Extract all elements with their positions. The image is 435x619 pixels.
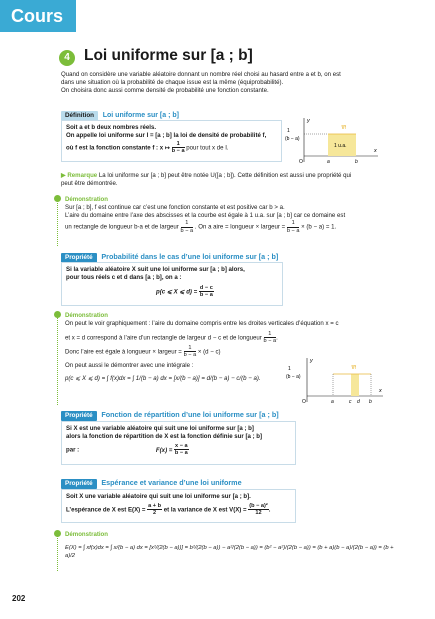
formula-text: et la variance de X est V(X) = (163, 506, 247, 514)
property-2-box (61, 421, 296, 465)
remarque-line: peut être démontrée. (61, 180, 118, 188)
fraction-numerator: 1 (184, 345, 197, 352)
remarque-line (61, 172, 396, 180)
y-label-num: 1 (287, 128, 290, 134)
fraction-numerator: 1 (264, 331, 277, 338)
demonstration-1 (57, 196, 393, 246)
demo-line: L’aire du domaine entre l’axe des abscisses et la courbe est égale à 1 u.a. sur [a ; b] car ce domaine est (65, 212, 346, 220)
demo-text: × (b − a) = 1. (301, 223, 337, 231)
formula-text: p(c ⩽ X ⩽ d) = (156, 288, 198, 296)
property-3-heading (61, 478, 242, 489)
demo-line (65, 220, 393, 234)
formula-text: F(x) = (155, 446, 173, 454)
property-2-heading (61, 410, 279, 421)
d-label: d (357, 399, 360, 405)
fraction-denominator: b − a (183, 352, 197, 359)
property-title: Espérance et variance d’une loi uniforme (101, 478, 242, 487)
demo-bullet (54, 195, 61, 202)
demonstration-3 (57, 531, 393, 571)
fraction-denominator: 2 (153, 510, 157, 517)
fraction-denominator: b − a (199, 292, 213, 299)
property-tag: Propriété (61, 479, 97, 489)
fraction-denominator: b − a (263, 338, 277, 345)
demo-integral: p(c ⩽ X ⩽ d) = ∫ f(x)dx = ∫ 1/(b − a) dx = [x/(b − a)] = d/(b − a) − c/(b − a). (65, 374, 261, 382)
property-3-box (61, 489, 296, 523)
demo-line: Sur [a ; b], f est continue car c’est une fonction constante et est positive car b > a. (65, 204, 285, 212)
demo-text: × (d − c) (197, 348, 221, 356)
c-label: c (349, 399, 352, 405)
intro-line: On choisira donc aussi comme densité de probabilité une fonction constante. (61, 87, 269, 95)
b-label: b (369, 399, 372, 405)
fraction-numerator: a + b (148, 503, 162, 510)
property-line: Soit X une variable aléatoire qui suit une loi uniforme sur [a ; b]. (66, 493, 251, 500)
curve-label: 𝒞f (341, 125, 347, 131)
demo-line: On peut le voir graphiquement : l’aire du domaine compris entre les droites verticales d’équation x = c (65, 320, 339, 328)
fraction-denominator: b − a (174, 450, 188, 457)
intro-line: Quand on considère une variable aléatoire donnant un nombre réel choisi au hasard entre a et b, on est (61, 71, 341, 78)
a-label: a (331, 399, 334, 405)
property-formula (66, 443, 291, 457)
demo-line (65, 331, 393, 345)
b-label: b (355, 159, 358, 165)
demo-fraction (181, 220, 194, 234)
fraction-denominator: 12 (255, 510, 262, 517)
variance-fraction (248, 503, 269, 517)
fraction-numerator: (b − a)² (249, 503, 268, 510)
uniform-density-graph (284, 116, 380, 166)
definition-title: Loi uniforme sur [a ; b] (102, 112, 179, 119)
fraction-numerator: 1 (287, 220, 300, 227)
x-axis-label: x (374, 148, 377, 154)
cd-area (351, 374, 359, 396)
property-line: alors la fonction de répartition de X est la fonction définie sur [a ; b] (66, 433, 263, 441)
y-label-den: (b − a) (286, 374, 301, 380)
origin-label: O (302, 399, 306, 405)
fraction-denominator: b − a (171, 148, 185, 155)
y-label-den: (b − a) (285, 136, 300, 142)
demo-line: On peut aussi le démontrer avec une intégrale : (65, 361, 194, 369)
y-axis-label: y (307, 118, 310, 124)
demo-bullet (54, 530, 61, 537)
formula-text: L’espérance de X est E(X) = (66, 506, 146, 514)
property-title: Probabilité dans le cas d’une loi uniforme sur [a ; b] (101, 252, 279, 261)
curve-label: 𝒞f (351, 365, 357, 371)
demo-heading: Démonstration (65, 312, 108, 319)
property-line: Si X est une variable aléatoire qui suit une loi uniforme sur [a ; b] (66, 425, 254, 432)
fraction-numerator: d − c (199, 285, 213, 292)
page-number: 202 (12, 594, 26, 603)
demo-fraction (264, 331, 277, 345)
intro-paragraph (61, 71, 401, 95)
property-line: Si la variable aléatoire X suit une loi uniforme sur [a ; b] alors, (66, 266, 245, 273)
demo-text: et x = d correspond à l’aire d’un rectangle de largeur d − c et de longueur (65, 334, 262, 342)
demo-text: Donc l’aire est égale à longueur × largeur = (65, 348, 182, 356)
section-number-badge: 4 (59, 50, 75, 66)
y-axis-label: y (310, 358, 313, 364)
definition-box (61, 120, 282, 162)
definition-line-function (66, 141, 277, 155)
property-title: Fonction de répartition d’une loi uniforme sur [a ; b] (101, 410, 279, 419)
demo-text: . On a aire = longueur × largeur = (194, 223, 286, 231)
definition-tag: Définition (61, 111, 98, 121)
fraction-denominator: b − a (180, 227, 194, 234)
demo-text: un rectangle de longueur b-a et de largeur (65, 223, 179, 231)
expectation-fraction (147, 503, 162, 517)
remarque-text: La loi uniforme sur [a ; b] peut être notée U([a ; b]). Cette définition est aussi une propriété qui (98, 172, 352, 179)
property-formula (66, 503, 291, 517)
demo-fraction (287, 220, 300, 234)
formula-prefix: par : (66, 446, 80, 454)
area-label: 1 u.a. (334, 143, 347, 149)
definition-fraction (172, 141, 185, 155)
uniform-cd-graph (285, 356, 385, 406)
property-tag: Propriété (61, 411, 97, 421)
formula-text: . (268, 506, 271, 514)
formula-fraction (199, 285, 214, 299)
remarque-label: ▶ Remarque (61, 172, 98, 179)
definition-function-text: où f est la fonction constante f : x ↦ (66, 144, 170, 152)
demo-fraction (184, 345, 197, 359)
definition-function-suffix: pour tout x de I. (186, 144, 229, 152)
y-label-num: 1 (288, 366, 291, 372)
section-header-cours: Cours (0, 0, 76, 32)
property-formula (156, 285, 278, 299)
demo-bullet (54, 311, 61, 318)
fraction-numerator: x − a (175, 443, 188, 450)
remarque-label-text: Remarque (67, 172, 98, 179)
property-line: pour tous réels c et d dans [a ; b], on a : (66, 274, 182, 282)
property-1-box (61, 262, 283, 306)
origin-label: O (299, 159, 303, 165)
demo-heading: Démonstration (65, 531, 108, 538)
x-axis-label: x (379, 388, 382, 394)
definition-line: Soit a et b deux nombres réels. (66, 124, 157, 131)
formula-fraction (174, 443, 189, 457)
property-tag: Propriété (61, 253, 97, 263)
fraction-numerator: 1 (172, 141, 185, 148)
section-title: Loi uniforme sur [a ; b] (84, 47, 253, 64)
demo-text: . (276, 334, 278, 342)
intro-line: dans une situation où la probabilité de chaque issue est la même (équiprobabilité). (61, 79, 284, 87)
fraction-numerator: 1 (181, 220, 194, 227)
fraction-denominator: b − a (286, 227, 300, 234)
demo-calculation: E(X) = ∫ xf(x)dx = ∫ x/(b − a) dx = [x²/(2(b − a))] = b²/(2(b − a)) − a²/(2(b − a)) = (b² − a²)/(2(b − a)) = (b + a)(b − a)/(2(b − a)) = (b + a)/2 (65, 545, 394, 559)
remarque-paragraph (61, 172, 396, 188)
demo-heading: Démonstration (65, 196, 108, 203)
a-label: a (327, 159, 330, 165)
definition-line: On appelle loi uniforme sur I = [a ; b] la loi de densité de probabilité f, (66, 132, 267, 140)
